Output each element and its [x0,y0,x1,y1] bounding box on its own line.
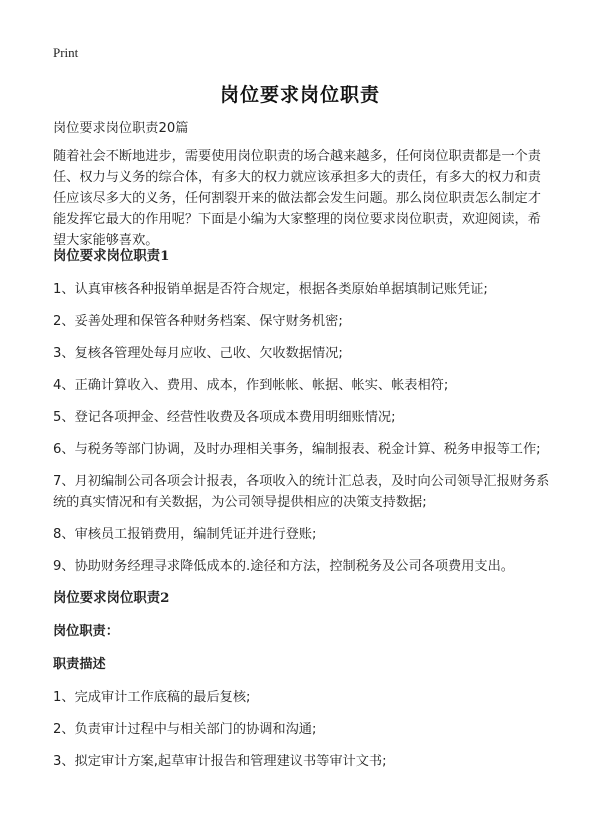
print-label: Print [53,45,79,60]
page-title: 岗位要求岗位职责 [219,84,380,106]
intro-paragraph: 随着社会不断地进步，需要使用岗位职责的场合越来越多，任何岗位职责都是一个责任、权力与义务的综合体，有多大的权力就应该承担多大的责任，有多大的权力和责任应该尽多大的义务，任何割裂开来的做法都会发生问题。那么岗位职责怎么制定才能发挥它最大的作用呢？下面是小编为大家整理的岗位要求岗位职责，欢迎阅读，希望大家能够喜欢。 [53,149,541,248]
list-item: 1、认真审核各种报销单据是否符合规定，根据各类原始单据填制记账凭证; [53,282,488,297]
list-item: 3、拟定审计方案,起草审计报告和管理建议书等审计文书; [53,754,387,769]
list-item: 2、妥善处理和保管各种财务档案、保守财务机密; [53,314,343,329]
list-item: 7、月初编制公司各项会计报表，各项收入的统计汇总表，及时向公司领导汇报财务系统的真实情况和有关数据，为公司领导提供相应的决策支持数据; [53,474,550,510]
list-item: 4、正确计算收入、费用、成本，作到帐帐、帐据、帐实、帐表相符; [53,378,449,393]
list-item: 3、复核各管理处每月应收、己收、欠收数据情况; [53,346,343,361]
section-heading-1: 岗位要求岗位职责1 [53,248,170,264]
list-item: 9、协助财务经理寻求降低成本的.途径和方法，控制税务及公司各项费用支出。 [53,559,514,574]
list-item: 5、登记各项押金、经营性收费及各项成本费用明细账情况; [53,410,396,425]
list-item: 1、完成审计工作底稿的最后复核; [53,690,251,705]
document-body [53,118,553,772]
list-item: 2、负责审计过程中与相关部门的协调和沟通; [53,722,317,737]
section-heading-2: 岗位要求岗位职责2 [53,590,170,606]
duties-label: 岗位职责： [53,624,119,639]
document-subtitle: 岗位要求岗位职责20篇 [53,121,189,136]
list-item: 6、与税务等部门协调，及时办理相关事务，编制报表、税金计算、税务申报等工作; [53,442,541,457]
description-label: 职责描述 [53,657,106,672]
list-item: 8、审核员工报销费用，编制凭证并进行登账; [53,527,317,542]
